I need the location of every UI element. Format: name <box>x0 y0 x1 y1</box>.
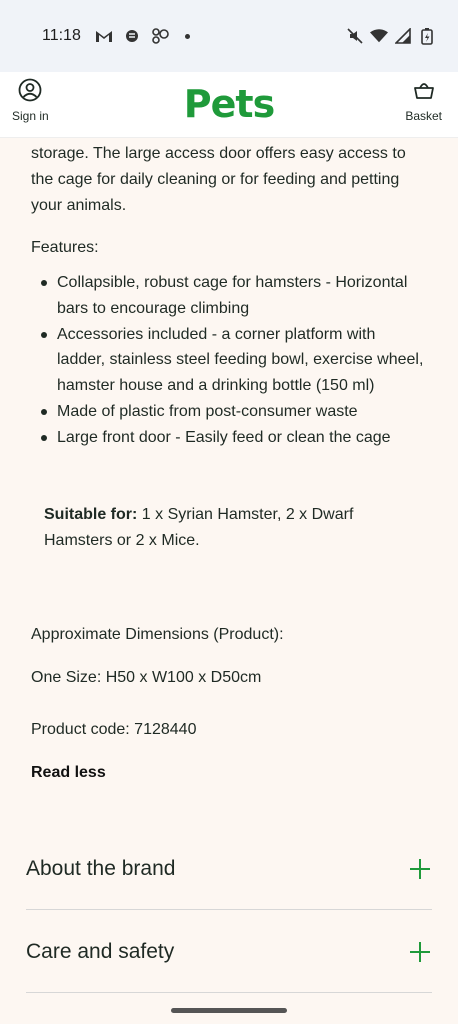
mute-icon <box>346 27 364 45</box>
list-item: Accessories included - a corner platform with ladder, stainless steel feeding bowl, exercise wheel, hamster house and a drinking bottle (150 ml) <box>31 322 426 399</box>
list-item: Collapsible, robust cage for hamsters - Horizontal bars to encourage climbing <box>31 270 426 322</box>
basket-label: Basket <box>405 109 442 123</box>
accordion-about-brand[interactable] <box>26 828 432 910</box>
basket-button[interactable] <box>405 78 442 123</box>
dimensions-heading: Approximate Dimensions (Product): <box>31 626 284 643</box>
sign-in-button[interactable] <box>12 78 49 123</box>
signal-icon <box>394 27 412 45</box>
accordion-care-safety[interactable] <box>26 911 432 993</box>
status-time: 11:18 <box>42 27 81 44</box>
home-indicator[interactable] <box>171 1008 287 1013</box>
plus-icon[interactable] <box>410 859 430 879</box>
accordion-title: Care and safety <box>26 939 175 963</box>
list-item: Large front door - Easily feed or clean the cage <box>31 425 426 451</box>
site-header <box>0 72 458 138</box>
gmail-icon <box>95 27 113 45</box>
status-right <box>346 27 436 45</box>
app-icon <box>123 27 141 45</box>
suitable-for <box>44 502 404 554</box>
wifi-icon <box>370 27 388 45</box>
status-left <box>42 27 190 45</box>
sign-in-label: Sign in <box>12 109 49 123</box>
read-less-button[interactable]: Read less <box>31 764 106 781</box>
suitable-for-label: Suitable for: <box>44 506 138 523</box>
suitable-for-text: 1 x Syrian Hamster, 2 x Dwarf Hamsters or 2 x Mice. <box>44 506 354 549</box>
user-icon <box>18 78 42 105</box>
plus-icon[interactable] <box>410 942 430 962</box>
notification-dot-icon <box>185 34 190 39</box>
battery-icon <box>418 27 436 45</box>
basket-icon <box>412 78 436 105</box>
status-bar <box>0 0 458 72</box>
dimensions-value: One Size: H50 x W100 x D50cm <box>31 669 262 686</box>
pets-logo[interactable]: Pets <box>183 82 275 126</box>
accordion-title: About the brand <box>26 856 176 880</box>
features-list <box>31 270 426 451</box>
list-item: Made of plastic from post-consumer waste <box>31 399 426 425</box>
description-intro: storage. The large access door offers easy access to the cage for daily cleaning or for feeding and petting your animals. <box>31 145 406 214</box>
features-heading: Features: <box>31 239 99 256</box>
activity-icon <box>151 27 169 45</box>
product-code: Product code: 7128440 <box>31 721 197 738</box>
